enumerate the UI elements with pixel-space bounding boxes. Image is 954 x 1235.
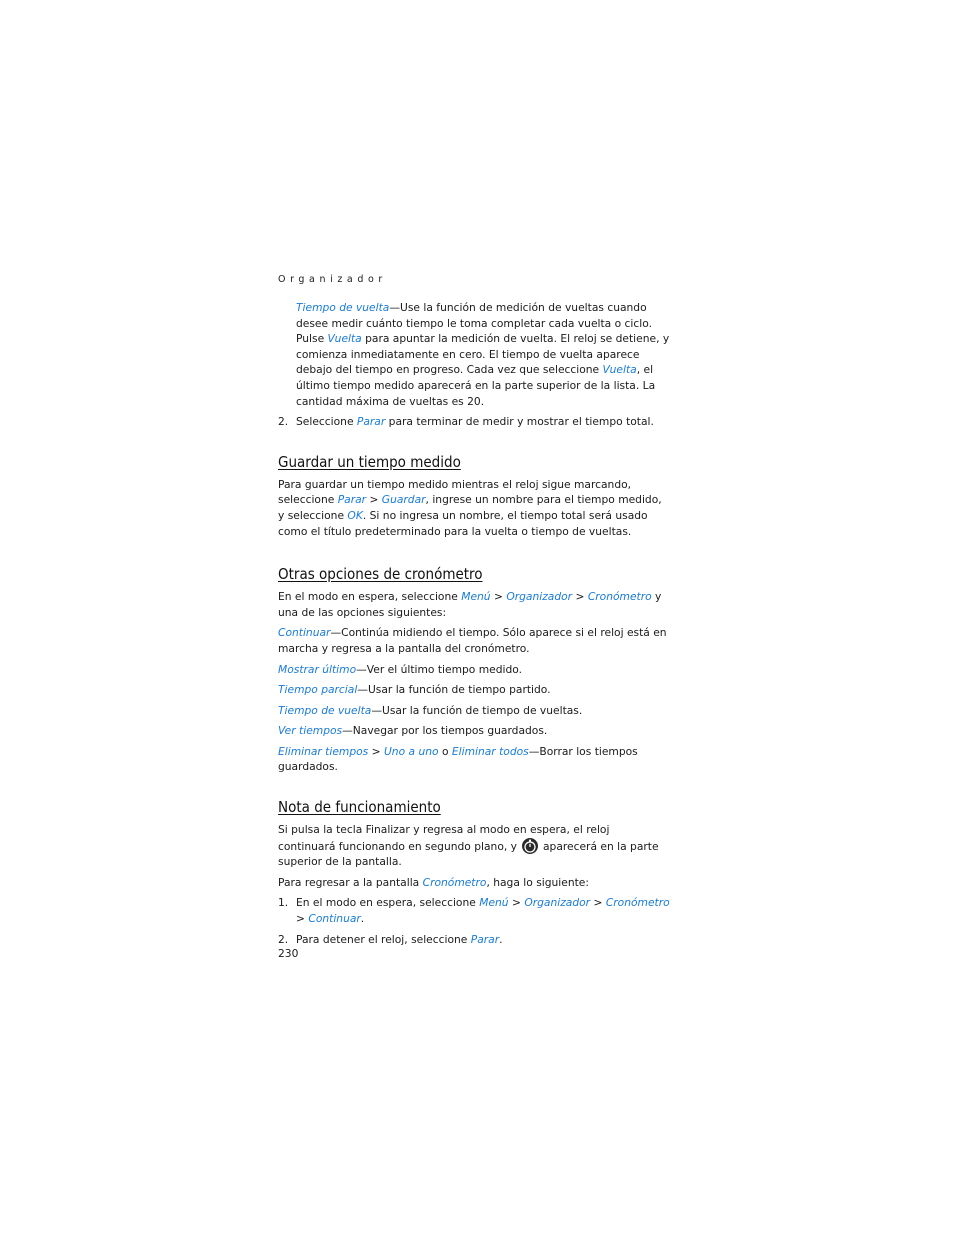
lap-time-link[interactable]: Tiempo de vuelta bbox=[296, 301, 390, 314]
one-by-one-link[interactable]: Uno a uno bbox=[383, 744, 439, 758]
section-header: Organizador bbox=[278, 274, 387, 285]
delete-times-link[interactable]: Eliminar tiempos bbox=[278, 744, 369, 758]
menu-link[interactable]: Menú bbox=[479, 896, 509, 910]
step-1: 1. En el modo en espera, seleccione Menú > Organizador > Cronómetro > Continuar. bbox=[278, 896, 670, 926]
option-item: Ver tiempos—Navegar por los tiempos guardados. bbox=[278, 724, 548, 738]
step-2: 2. Seleccione Parar para terminar de medir y mostrar el tiempo total. bbox=[278, 415, 654, 429]
option-item: Eliminar tiempos > Uno a uno o Eliminar todos—Borrar los tiempos guardados. bbox=[278, 744, 638, 774]
option-item: Tiempo de vuelta—Usar la función de tiempo de vueltas. bbox=[278, 703, 583, 717]
options-heading: Otras opciones de cronómetro bbox=[278, 565, 483, 584]
note-heading: Nota de funcionamiento bbox=[278, 798, 441, 817]
option-item: Tiempo parcial—Usar la función de tiempo partido. bbox=[278, 683, 551, 697]
return-paragraph: Para regresar a la pantalla Cronómetro, haga lo siguiente: bbox=[278, 875, 589, 889]
option-item: Continuar—Continúa midiendo el tiempo. Sólo aparece si el reloj está en marcha y regresa a la pantalla del cronómetro. bbox=[278, 626, 667, 655]
stop-link[interactable]: Parar bbox=[356, 415, 386, 429]
show-last-link[interactable]: Mostrar último bbox=[278, 662, 357, 676]
step-2: 2. Para detener el reloj, seleccione Parar. bbox=[278, 932, 503, 946]
step-number: 1. bbox=[278, 896, 289, 910]
lap-link[interactable]: Vuelta bbox=[327, 332, 362, 346]
stopwatch-link[interactable]: Cronómetro bbox=[605, 896, 670, 910]
save-link[interactable]: Guardar bbox=[381, 493, 426, 507]
stop-link[interactable]: Parar bbox=[470, 932, 500, 946]
lap-time-link[interactable]: Tiempo de vuelta bbox=[278, 703, 372, 717]
step-number: 2. bbox=[278, 415, 289, 429]
menu-link[interactable]: Menú bbox=[461, 590, 491, 604]
page-content bbox=[278, 272, 670, 947]
stop-link[interactable]: Parar bbox=[337, 493, 367, 507]
view-times-link[interactable]: Ver tiempos bbox=[278, 724, 343, 738]
continue-link[interactable]: Continuar bbox=[308, 912, 361, 926]
stopwatch-link[interactable]: Cronómetro bbox=[587, 590, 652, 604]
organizer-link[interactable]: Organizador bbox=[524, 896, 591, 910]
stopwatch-icon bbox=[522, 838, 538, 854]
organizer-link[interactable]: Organizador bbox=[506, 590, 573, 604]
step-number: 2. bbox=[278, 932, 289, 946]
save-paragraph: Para guardar un tiempo medido mientras el reloj sigue marcando, seleccione Parar > Guardar, ingrese un nombre para el tiempo medido, y seleccione OK. Si no ingresa un nombre, el tiempo total será usado como el título predeterminado para la vuelta o tiempo de vueltas. bbox=[278, 477, 662, 538]
lap-link[interactable]: Vuelta bbox=[602, 363, 637, 377]
continue-link[interactable]: Continuar bbox=[278, 626, 331, 640]
split-time-link[interactable]: Tiempo parcial bbox=[278, 683, 358, 697]
page-number: 230 bbox=[278, 947, 299, 960]
option-item: Mostrar último—Ver el último tiempo medido. bbox=[278, 662, 522, 676]
ok-link[interactable]: OK bbox=[347, 508, 363, 522]
stopwatch-link[interactable]: Cronómetro bbox=[422, 875, 487, 889]
lap-time-paragraph: Tiempo de vuelta—Use la función de medición de vueltas cuando desee medir cuánto tiempo le toma completar cada vuelta o ciclo. Pulse Vuelta para apuntar la medición de vuelta. El reloj se detiene, y comienza inmediatamente en cero. El tiempo de vuelta aparece debajo del tiempo en progreso. Cada vez que seleccione Vuelta, el último tiempo medido aparecerá en la parte superior de la lista. La cantidad máxima de vueltas es 20. bbox=[296, 301, 670, 408]
options-intro: En el modo en espera, seleccione Menú > Organizador > Cronómetro y una de las opciones siguientes: bbox=[278, 590, 662, 619]
note-paragraph: Si pulsa la tecla Finalizar y regresa al modo en espera, el reloj continuará funcionando en segundo plano, y aparecerá en la parte superior de la pantalla. bbox=[278, 823, 659, 869]
delete-all-link[interactable]: Eliminar todos bbox=[451, 744, 529, 758]
save-heading: Guardar un tiempo medido bbox=[278, 452, 461, 471]
